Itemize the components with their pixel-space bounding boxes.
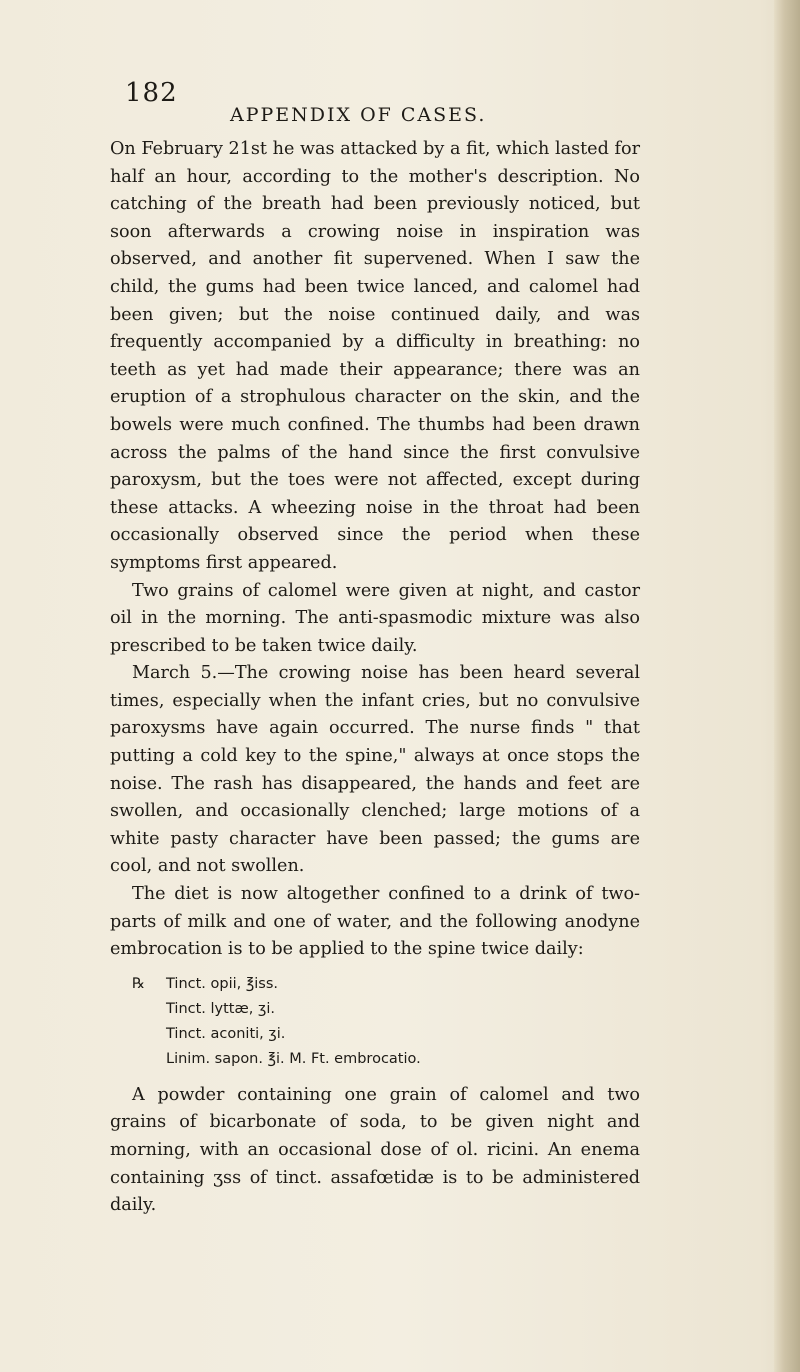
paragraph: March 5.—The crowing noise has been heard several times, especially when the infant cries, but no convulsive paroxysms have again occurred. The nurse finds " that putting a cold key to the spine," always at once stops the noise. The rash has disappeared, the hands and feet are swollen, and occasionally clenched; large motions of a white pasty character have been passed; the gums are cool, and not swollen. bbox=[110, 663, 640, 877]
paragraph: The diet is now altogether confined to a drink of two-parts of milk and one of water, and the following anodyne embrocation is to be applied to the spine twice daily: bbox=[110, 884, 640, 960]
paragraph: Two grains of calomel were given at night, and castor oil in the morning. The anti-spasmodic mixture was also prescribed to be taken twice daily. bbox=[110, 580, 640, 656]
closing-paragraph: A powder containing one grain of calomel and two grains of bicarbonate of soda, to be given night and morning, with an occasional dose of ol. ricini. An enema containing ʒss of tinct. assafœtidæ is to be administered daily. bbox=[110, 1084, 640, 1216]
body-text bbox=[110, 136, 640, 1220]
prescription-item: Tinct. opii, ℥iss. bbox=[166, 975, 278, 992]
prescription-line: Tinct. lyttæ, ʒi. bbox=[166, 1000, 275, 1017]
prescription bbox=[132, 972, 640, 1072]
page-number: 182 bbox=[125, 78, 178, 108]
prescription-line bbox=[132, 972, 640, 997]
running-title: APPENDIX OF CASES. bbox=[230, 104, 487, 126]
paragraph: On February 21st he was attacked by a fit, which lasted for half an hour, according to the mother's description. No catching of the breath had been previously noticed, but soon afterwards a crowing noise in inspiration was observed, and another fit supervened. When I saw the child, the gums had been twice lanced, and calomel had been given; but the noise continued daily, and was frequently accompanied by a difficulty in breathing: no teeth as yet had made their appearance; there was an eruption of a strophulous character on the skin, and the bowels were much confined. The thumbs had been drawn across the palms of the hand since the first convulsive paroxysm, but the toes were not affected, except during these attacks. A wheezing noise in the throat had been occasionally observed since the period when these symptoms first appeared. bbox=[110, 139, 640, 573]
prescription-line: Tinct. aconiti, ʒi. bbox=[166, 1025, 286, 1042]
page-edge-shadow bbox=[774, 0, 800, 1372]
prescription-line: Linim. sapon. ℥i. M. Ft. embrocatio. bbox=[166, 1050, 421, 1067]
recipe-symbol: ℞ bbox=[132, 975, 145, 992]
